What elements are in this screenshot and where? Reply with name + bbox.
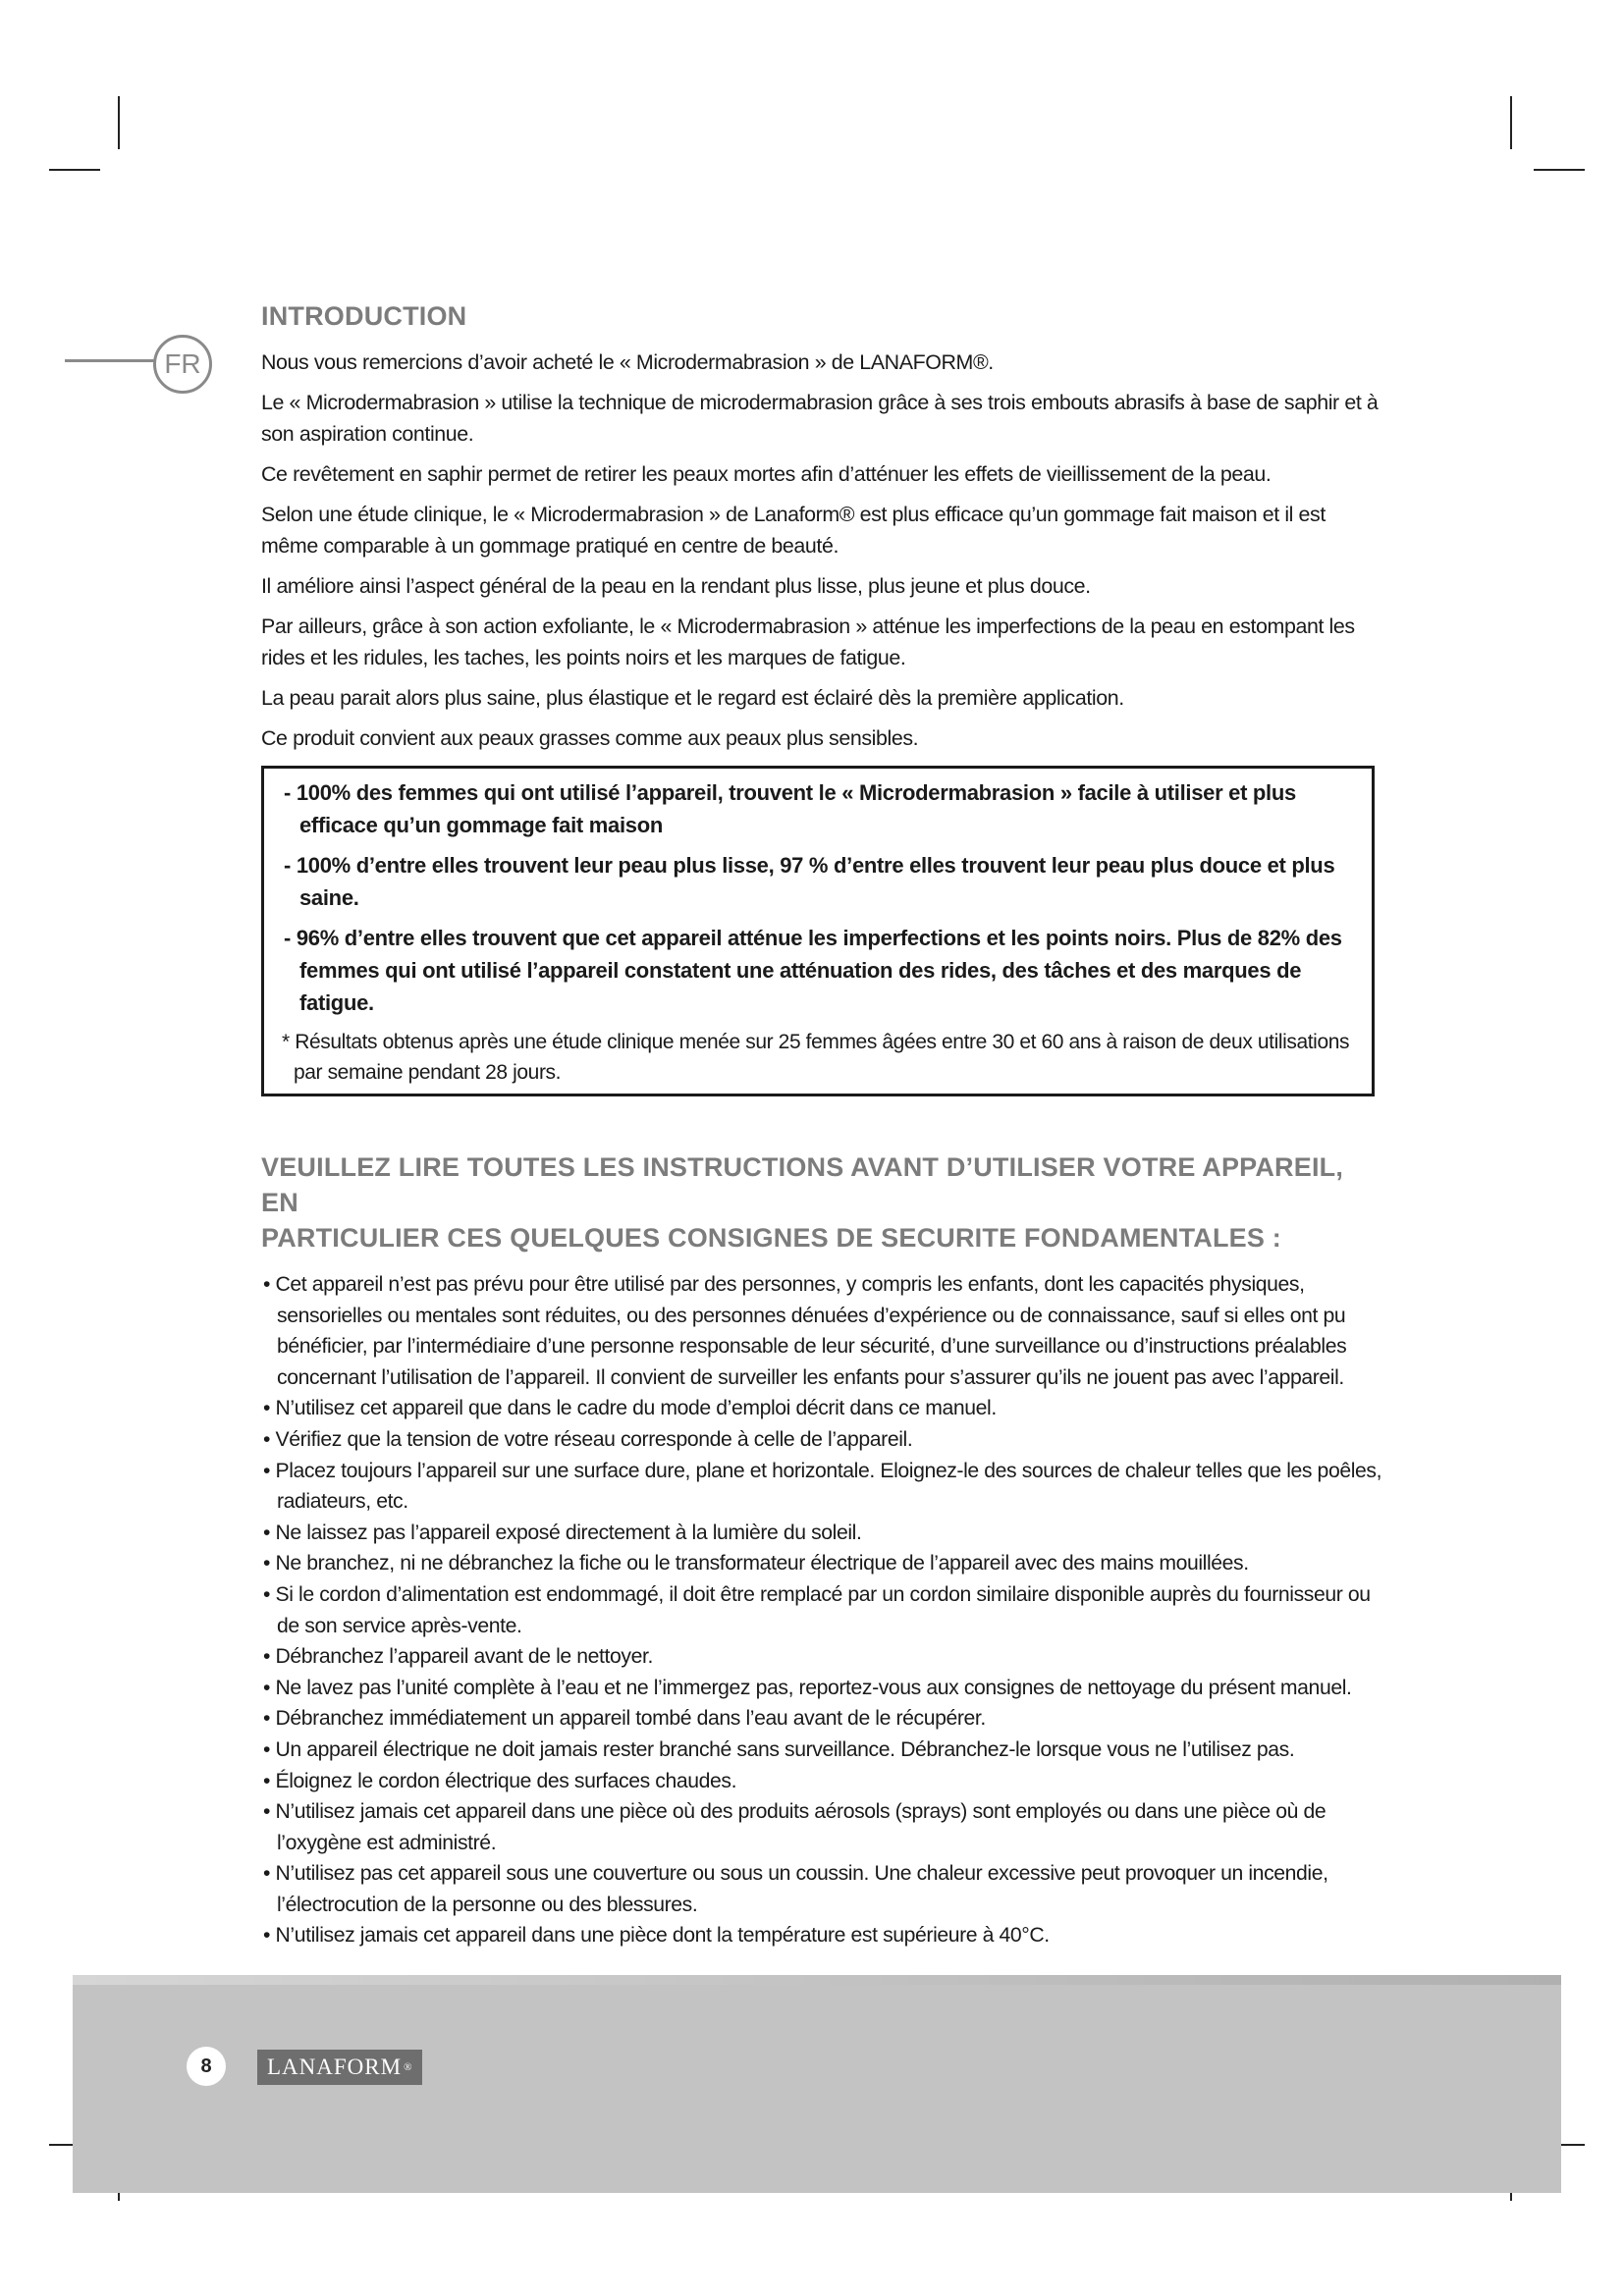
brand-name: LANAFORM xyxy=(267,2055,403,2079)
intro-paragraph: Par ailleurs, grâce à son action exfoliante, le « Microdermabrasion » atténue les imperfections de la peau en estompant les rides et les ridules, les taches, les points noirs et les marques de fatigue. xyxy=(261,614,1355,669)
safety-item: • Placez toujours l’appareil sur une surface dure, plane et horizontale. Eloignez-le des sources de chaleur telles que les poêles, radiateurs, etc. xyxy=(263,1459,1382,1514)
intro-paragraph: Il améliore ainsi l’aspect général de la peau en la rendant plus lisse, plus jeune et plus douce. xyxy=(261,574,1091,598)
crop-mark xyxy=(1534,169,1585,171)
safety-item: • Débranchez immédiatement un appareil tombé dans l’eau avant de le récupérer. xyxy=(263,1707,986,1731)
crop-mark xyxy=(49,169,100,171)
brand-registered-mark: ® xyxy=(404,2061,413,2073)
intro-paragraph: Nous vous remercions d’avoir acheté le « Microdermabrasion » de LANAFORM®. xyxy=(261,350,994,374)
page-number: 8 xyxy=(187,2047,226,2086)
study-claim: - 100% des femmes qui ont utilisé l’appareil, trouvent le « Microdermabrasion » facile à utiliser et plus efficace qu’un gommage fait maison xyxy=(284,780,1296,837)
footer-top-rule xyxy=(73,1975,1561,1985)
safety-item: • N’utilisez jamais cet appareil dans une pièce où des produits aérosols (sprays) sont employés ou dans une pièce où de l’oxygène est administré. xyxy=(263,1800,1326,1854)
safety-list xyxy=(261,1269,1382,1951)
safety-item: • N’utilisez cet appareil que dans le cadre du mode d’emploi décrit dans ce manuel. xyxy=(263,1397,997,1420)
page-content xyxy=(261,300,1382,1951)
safety-item: • Cet appareil n’est pas prévu pour être utilisé par des personnes, y compris les enfants, dont les capacités physiques, sensorielles ou mentales sont réduites, ou des personnes dénuées d’expérience ou de connaissance, sauf si elles ont pu bénéficier, par l’intermédiaire d’une personne responsable de leur sécurité, d’une surveillance ou d’instructions préalables concernant l’utilisation de l’appareil. Il convient de surveiller les enfants pour s’assurer qu’ils ne jouent pas avec l’appareil. xyxy=(263,1273,1347,1389)
safety-heading-line2: PARTICULIER CES QUELQUES CONSIGNES DE SECURITE FONDAMENTALES : xyxy=(261,1223,1281,1253)
intro-paragraph: Le « Microdermabrasion » utilise la technique de microdermabrasion grâce à ses trois embouts abrasifs à base de saphir et à son aspiration continue. xyxy=(261,391,1379,446)
study-results-box xyxy=(261,766,1375,1096)
study-claim: - 96% d’entre elles trouvent que cet appareil atténue les imperfections et les points noirs. Plus de 82% des femmes qui ont utilisé l’appareil constatent une atténuation des rides, des tâches et des marques de fatigue. xyxy=(284,926,1342,1015)
intro-heading: INTRODUCTION xyxy=(261,301,467,331)
brand-logo xyxy=(257,2050,422,2085)
safety-heading xyxy=(261,1149,1382,1255)
safety-item: • Ne branchez, ni ne débranchez la fiche ou le transformateur électrique de l’appareil avec des mains mouillées. xyxy=(263,1552,1249,1575)
language-badge: FR xyxy=(153,335,212,394)
safety-item: • Ne laissez pas l’appareil exposé directement à la lumière du soleil. xyxy=(263,1521,862,1544)
study-footnote: * Résultats obtenus après une étude clinique menée sur 25 femmes âgées entre 30 et 60 ans à raison de deux utilisations par semaine pendant 28 jours. xyxy=(282,1031,1350,1084)
safety-item: • Vérifiez que la tension de votre réseau corresponde à celle de l’appareil. xyxy=(263,1427,913,1451)
safety-item: • N’utilisez pas cet appareil sous une couverture ou sous un coussin. Une chaleur excessive peut provoquer un incendie, l’électrocution de la personne ou des blessures. xyxy=(263,1862,1328,1916)
crop-mark xyxy=(1510,96,1512,149)
study-claim: - 100% d’entre elles trouvent leur peau plus lisse, 97 % d’entre elles trouvent leur peau plus douce et plus saine. xyxy=(284,853,1335,910)
crop-mark xyxy=(118,96,120,149)
intro-paragraph: Ce revêtement en saphir permet de retirer les peaux mortes afin d’atténuer les effets de vieillissement de la peau. xyxy=(261,462,1272,486)
safety-item: • Ne lavez pas l’unité complète à l’eau et ne l’immergez pas, reportez-vous aux consignes de nettoyage du présent manuel. xyxy=(263,1676,1352,1699)
intro-paragraph: La peau parait alors plus saine, plus élastique et le regard est éclairé dès la première application. xyxy=(261,686,1124,710)
safety-item: • Un appareil électrique ne doit jamais rester branché sans surveillance. Débranchez-le lorsque vous ne l’utilisez pas. xyxy=(263,1737,1295,1761)
intro-paragraph: Ce produit convient aux peaux grasses comme aux peaux plus sensibles. xyxy=(261,726,919,750)
safety-item: • Éloignez le cordon électrique des surfaces chaudes. xyxy=(263,1769,737,1792)
language-tab-line xyxy=(65,359,157,362)
intro-paragraph: Selon une étude clinique, le « Microdermabrasion » de Lanaform® est plus efficace qu’un gommage fait maison et il est même comparable à un gommage pratiqué en centre de beauté. xyxy=(261,503,1326,558)
safety-item: • N’utilisez jamais cet appareil dans une pièce dont la température est supérieure à 40°C. xyxy=(263,1924,1050,1948)
safety-item: • Si le cordon d’alimentation est endommagé, il doit être remplacé par un cordon similaire disponible auprès du fournisseur ou de son service après-vente. xyxy=(263,1582,1371,1637)
safety-heading-line1: VEUILLEZ LIRE TOUTES LES INSTRUCTIONS AVANT D’UTILISER VOTRE APPAREIL, EN xyxy=(261,1152,1344,1217)
safety-item: • Débranchez l’appareil avant de le nettoyer. xyxy=(263,1645,653,1669)
